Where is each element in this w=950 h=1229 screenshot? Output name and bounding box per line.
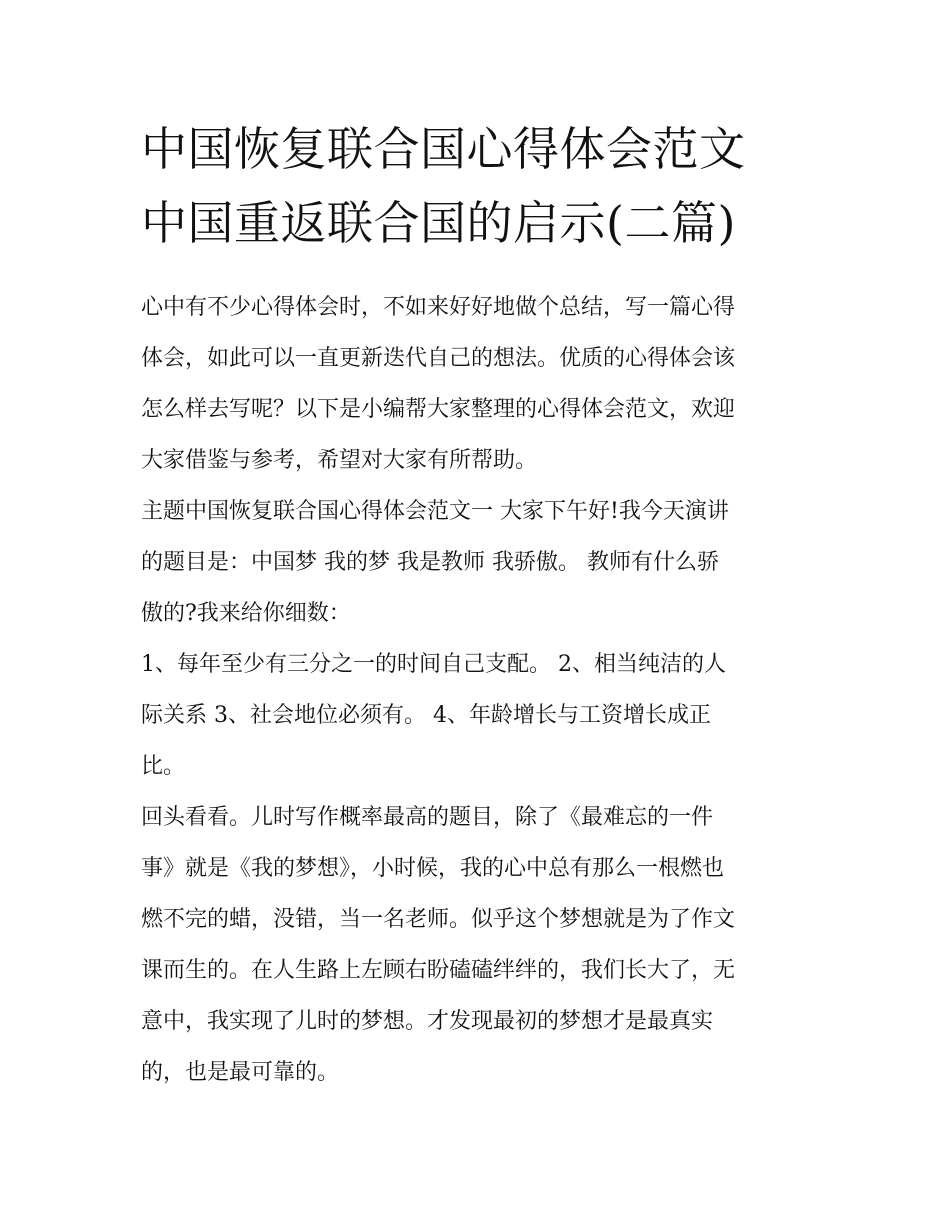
text-line: 的题目是：中国梦 我的梦 我是教师 我骄傲。 教师有什么骄	[141, 550, 719, 575]
text-line: 事》就是《我的梦想》，小时候，我的心中总有那么一根燃也	[141, 856, 725, 881]
text-line: 怎么样去写呢？以下是小编帮大家整理的心得体会范文，欢迎	[141, 397, 736, 422]
text-line: 燃不完的蜡，没错，当一名老师。似乎这个梦想就是为了作文	[141, 907, 736, 932]
document-body	[141, 282, 821, 1098]
text-line: 的，也是最可靠的。	[141, 1060, 340, 1085]
document-title	[141, 112, 821, 260]
text-line: 回头看看。儿时写作概率最高的题目，除了《最难忘的一件	[141, 805, 714, 830]
title-line: 中国重返联合国的启示(二篇)	[141, 196, 736, 250]
speech-opening-paragraph	[141, 486, 821, 639]
document-page	[141, 112, 821, 1098]
text-line: 1、每年至少有三分之一的时间自己支配。 2、相当纯洁的人	[141, 652, 726, 677]
text-line: 际关系 3、社会地位必须有。 4、年龄增长与工资增长成正	[141, 703, 711, 728]
text-line: 大家借鉴与参考，希望对大家有所帮助。	[141, 448, 538, 473]
text-line: 体会，如此可以一直更新迭代自己的想法。优质的心得体会该	[141, 346, 736, 371]
text-line: 傲的?我来给你细数：	[141, 601, 351, 626]
text-line: 比。	[141, 754, 186, 779]
text-line: 主题中国恢复联合国心得体会范文一 大家下午好!我今天演讲	[141, 499, 729, 524]
reflection-paragraph	[141, 792, 821, 1098]
title-line: 中国恢复联合国心得体会范文	[141, 122, 746, 176]
text-line: 课而生的。在人生路上左顾右盼磕磕绊绊的，我们长大了，无	[141, 958, 736, 983]
list-paragraph	[141, 639, 821, 792]
intro-paragraph	[141, 282, 821, 486]
text-line: 心中有不少心得体会时，不如来好好地做个总结，写一篇心得	[141, 295, 736, 320]
text-line: 意中，我实现了儿时的梦想。才发现最初的梦想才是最真实	[141, 1009, 714, 1034]
